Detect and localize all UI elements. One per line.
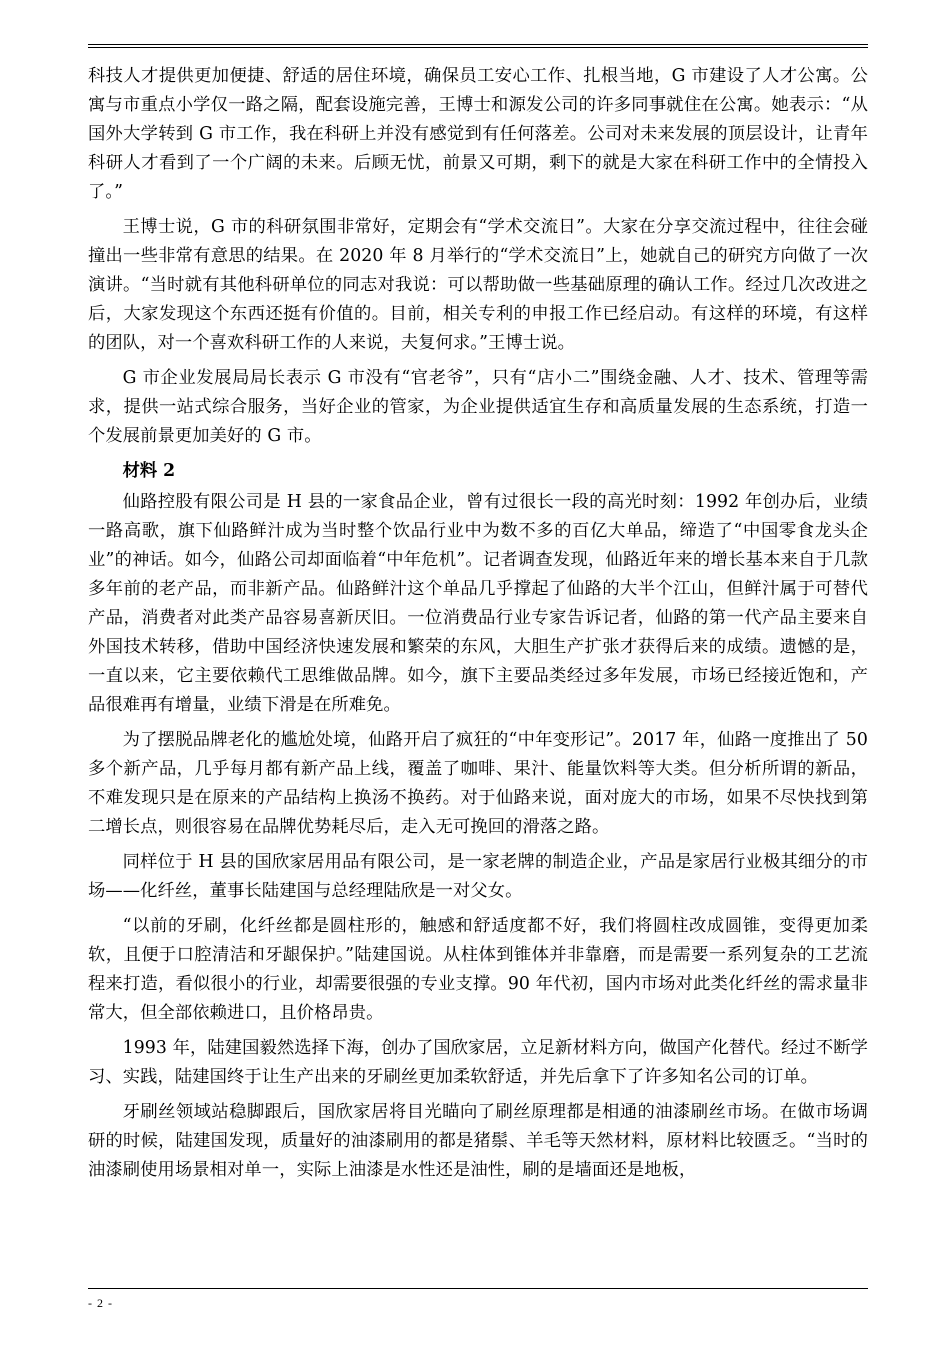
paragraph: 王博士说，G 市的科研氛围非常好，定期会有“学术交流日”。大家在分享交流过程中，往往会碰撞出一些非常有意思的结果。在 2020 年 8 月举行的“学术交流日”上，她就自己的研究方向做了一次演讲。“当时就有其他科研单位的同志对我说：可以帮助做一些基础原理的确认工作。经过几次改进之后，大家发现这个东西还挺有价值的。目前，相关专利的申报工作已经启动。有这样的环境，有这样的团队，对一个喜欢科研工作的人来说，夫复何求。”王博士说。 (88, 217, 868, 353)
paragraph: “以前的牙刷，化纤丝都是圆柱形的，触感和舒适度都不好，我们将圆柱改成圆锥，变得更加柔软，且便于口腔清洁和牙龈保护。”陆建国说。从柱体到锥体并非靠磨，而是需要一系列复杂的工艺流程来打造，看似很小的行业，却需要很强的专业支撑。90 年代初，国内市场对此类化纤丝的需求量非常大，但全部依赖进口，且价格昂贵。 (88, 916, 868, 1023)
paragraph: 1993 年，陆建国毅然选择下海，创办了国欣家居，立足新材料方向，做国产化替代。经过不断学习、实践，陆建国终于让生产出来的牙刷丝更加柔软舒适，并先后拿下了许多知名公司的订单。 (88, 1038, 868, 1087)
document-body (88, 62, 868, 1191)
paragraph: 为了摆脱品牌老化的尴尬处境，仙路开启了疯狂的“中年变形记”。2017 年，仙路一度推出了 50 多个新产品，几乎每月都有新产品上线，覆盖了咖啡、果汁、能量饮料等大类。但分析所谓的新品，不难发现只是在原来的产品结构上换汤不换药。对于仙路来说，面对庞大的市场，如果不尽快找到第二增长点，则很容易在品牌优势耗尽后，走入无可挽回的滑落之路。 (88, 730, 868, 837)
header-rule (88, 44, 868, 45)
paragraph: 牙刷丝领域站稳脚跟后，国欣家居将目光瞄向了刷丝原理都是相通的油漆刷丝市场。在做市场调研的时候，陆建国发现，质量好的油漆刷用的都是猪鬃、羊毛等天然材料，原材料比较匮乏。“当时的油漆刷使用场景相对单一，实际上油漆是水性还是油性，刷的是墙面还是地板， (88, 1102, 868, 1180)
paragraph: 科技人才提供更加便捷、舒适的居住环境，确保员工安心工作、扎根当地，G 市建设了人才公寓。公寓与市重点小学仅一路之隔，配套设施完善，王博士和源发公司的许多同事就住在公寓。她表示：“从国外大学转到 G 市工作，我在科研上并没有感觉到有任何落差。公司对未来发展的顶层设计，让青年科研人才看到了一个广阔的未来。后顾无忧，前景又可期，剩下的就是大家在科研工作中的全情投入了。” (88, 66, 868, 202)
footer-rule (88, 1288, 868, 1289)
paragraph: 仙路控股有限公司是 H 县的一家食品企业，曾有过很长一段的高光时刻：1992 年创办后，业绩一路高歌，旗下仙路鲜汁成为当时整个饮品行业中为数不多的百亿大单品，缔造了“中国零食龙头企业”的神话。如今，仙路公司却面临着“中年危机”。记者调查发现，仙路近年来的增长基本来自于几款多年前的老产品，而非新产品。仙路鲜汁这个单品几乎撑起了仙路的大半个江山，但鲜汁属于可替代产品，消费者对此类产品容易喜新厌旧。一位消费品行业专家告诉记者，仙路的第一代产品主要来自外国技术转移，借助中国经济快速发展和繁荣的东风，大胆生产扩张才获得后来的成绩。遗憾的是，一直以来，它主要依赖代工思维做品牌。如今，旗下主要品类经过多年发展，市场已经接近饱和，产品很难再有增量，业绩下滑是在所难免。 (88, 492, 868, 715)
paragraph: 同样位于 H 县的国欣家居用品有限公司，是一家老牌的制造企业，产品是家居行业极其细分的市场——化纤丝，董事长陆建国与总经理陆欣是一对父女。 (88, 852, 868, 901)
page-number: - 2 - (88, 1296, 113, 1310)
header-rule-secondary (88, 47, 868, 48)
paragraph: G 市企业发展局局长表示 G 市没有“官老爷”，只有“店小二”围绕金融、人才、技术、管理等需求，提供一站式综合服务，当好企业的管家，为企业提供适宜生存和高质量发展的生态系统，打造一个发展前景更加美好的 G 市。 (88, 368, 868, 446)
section-heading-material-2: 材料 2 (122, 461, 176, 481)
